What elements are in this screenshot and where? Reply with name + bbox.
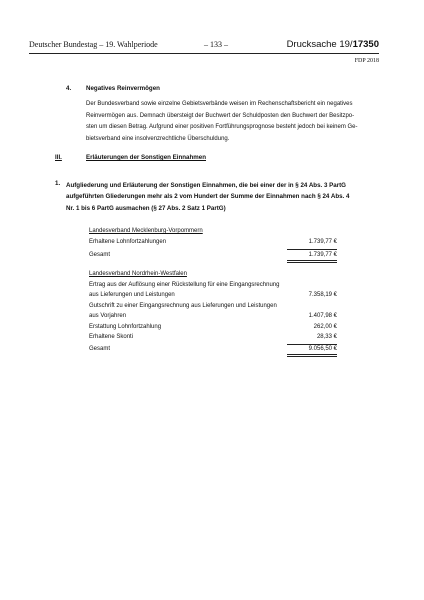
page-header: [29, 40, 379, 52]
table-nordrhein-westfalen: [89, 271, 337, 355]
header-page-number: – 133 –: [204, 40, 228, 49]
section-4-paragraph: [86, 99, 376, 145]
total-label: Gesamt: [89, 345, 111, 352]
table-row: [89, 303, 337, 314]
row-label: Erstattung Lohnfortzahlung: [89, 323, 162, 330]
question-line: aufgeführten Gliederungen mehr als 2 vom Hundert der Summe der Einnahmen nach § 24 Abs. 4: [66, 193, 350, 201]
table-heading: Landesverband Mecklenburg-Vorpommern: [89, 228, 203, 234]
row-amount: 28,33 €: [316, 334, 337, 340]
row-label: aus Lieferungen und Leistungen: [89, 292, 175, 298]
table-heading: Landesverband Nordrhein-Westfalen: [89, 271, 187, 277]
table-row: [89, 324, 337, 335]
header-rule: [29, 53, 379, 54]
paragraph-line: Reinvermögen aus. Demnach übersteigt der Buchwert der Schuldposten den Buchwert der Besitzpo-: [86, 112, 355, 119]
header-document-id: 17350: [352, 39, 379, 50]
party-label: FDP 2018: [354, 58, 379, 64]
double-underline: [287, 354, 337, 358]
section-iii-number: III.: [55, 154, 62, 161]
sum-line: [287, 344, 337, 345]
row-label: Gutschrift zu einer Eingangsrechnung aus Lieferungen und Leistungen: [89, 302, 277, 309]
paragraph-line: sten um diesen Betrag. Aufgrund einer positiven Fortführungsprognose besteht jedoch bei keinem Ge-: [86, 124, 358, 131]
double-underline: [287, 260, 337, 264]
question-1-number: 1.: [55, 180, 61, 187]
row-amount: 7.358,19 €: [308, 292, 337, 298]
table-row: [89, 313, 337, 324]
section-4-number: 4.: [66, 85, 72, 92]
total-amount: 1.739,77 €: [308, 251, 337, 258]
row-label: Ertrag aus der Auflösung einer Rückstellung für eine Eingangsrechnung: [89, 281, 280, 288]
header-publication: Deutscher Bundestag – 19. Wahlperiode: [29, 40, 158, 49]
section-iii-title: Erläuterungen der Sonstigen Einnahmen: [86, 154, 206, 161]
table-heading-row: [89, 228, 337, 239]
row-label: aus Vorjahren: [89, 313, 127, 319]
total-amount: 9.056,50 €: [308, 345, 337, 352]
section-4-title: Negatives Reinvermögen: [86, 85, 160, 92]
question-line: Nr. 1 bis 6 PartG ausmachen (§ 27 Abs. 2 Satz 1 PartG): [66, 204, 226, 212]
total-label: Gesamt: [89, 251, 111, 258]
row-amount: 262,00 €: [313, 323, 337, 330]
table-heading-row: [89, 271, 337, 282]
row-amount: 1.739,77 €: [308, 239, 337, 245]
paragraph-line: Der Bundesverband sowie einzelne Gebietsverbände weisen im Rechenschaftsbericht ein negatives: [86, 101, 353, 107]
sum-line: [287, 249, 337, 250]
table-mecklenburg-vorpommern: [89, 228, 337, 260]
header-document-prefix: Drucksache 19/: [286, 39, 353, 50]
header-document-number: [287, 39, 379, 50]
table-row: [89, 282, 337, 293]
question-1-text: [66, 180, 376, 214]
row-label: Erhaltene Skonti: [89, 334, 134, 340]
paragraph-line: bietsverband eine insolvenzrechtliche Überschuldung.: [86, 135, 230, 142]
table-row: [89, 292, 337, 303]
table-total-row: [89, 345, 337, 356]
question-line: Aufgliederung und Erläuterung der Sonstigen Einnahmen, die bei einer der in § 24 Abs. 3 PartG: [66, 182, 346, 189]
table-total-row: [89, 250, 337, 261]
row-amount: 1.407,98 €: [308, 313, 337, 319]
row-label: Erhaltene Lohnfortzahlungen: [89, 239, 167, 245]
